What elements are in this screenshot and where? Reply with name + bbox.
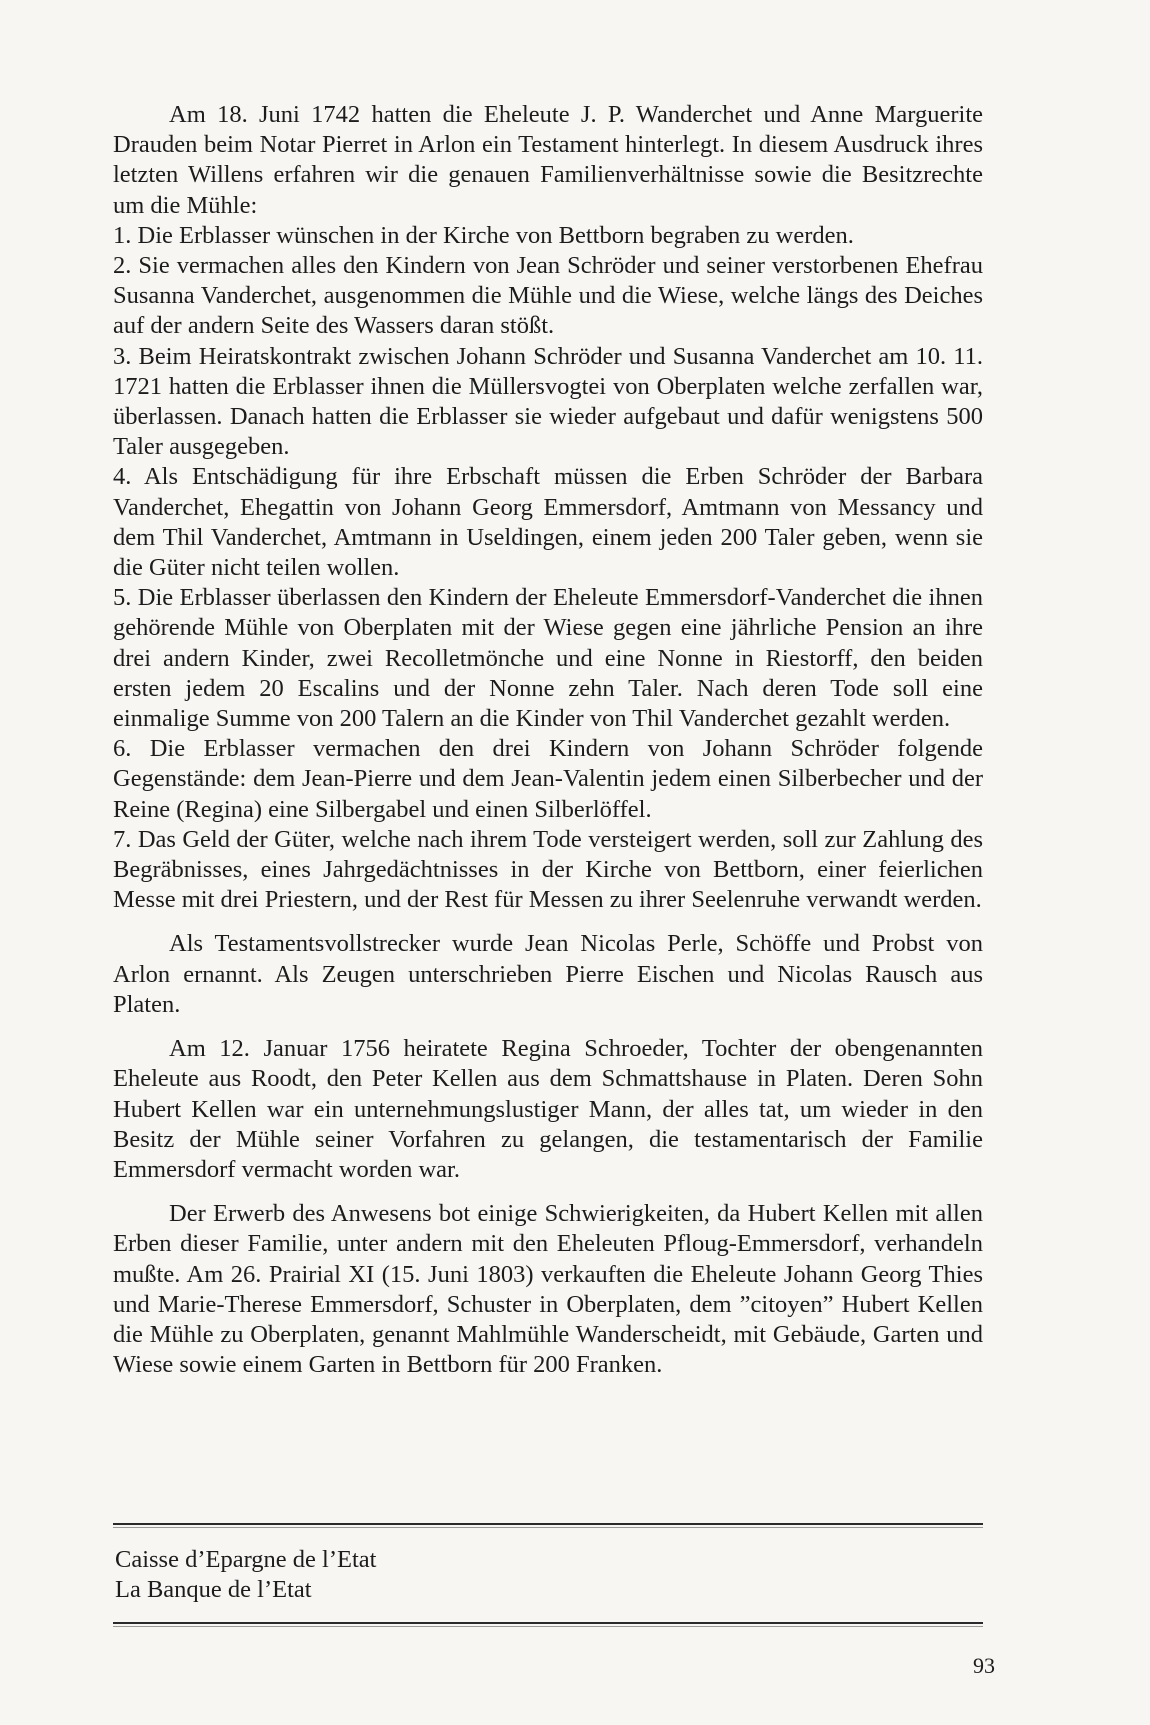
list-item: 5. Die Erblasser überlassen den Kindern der Eheleute Emmersdorf-Vanderchet die ihnen gehörende Mühle von Oberplaten mit der Wiese gegen eine jährliche Pension an ihre drei andern Kinder, zwei Recolletmönche und eine Nonne in Riestorff, den beiden ersten jedem 20 Escalins und der Nonne zehn Taler. Nach deren Tode soll eine einmalige Summe von 200 Talern an die Kinder von Thil Vanderchet gezahlt werden. — [113, 584, 983, 733]
footer-line-1: Caisse d’Epargne de l’Etat — [115, 1546, 377, 1573]
page-number: 93 — [973, 1653, 995, 1678]
marriage-paragraph: Am 12. Januar 1756 heiratete Regina Schroeder, Tochter der obengenannten Eheleute aus Roodt, den Peter Kellen aus dem Schmattshause in Platen. Deren Sohn Hubert Kellen war ein unternehmungslustiger Mann, der alles tat, um wieder in den Besitz der Mühle seiner Vorfahren zu gelangen, die testamentarisch der Familie Emmersdorf vermacht worden war. — [113, 1035, 983, 1183]
main-text — [113, 100, 983, 1380]
list-item: 7. Das Geld der Güter, welche nach ihrem Tode versteigert werden, soll zur Zahlung des Begräbnisses, eines Jahrgedächtnisses in der Kirche von Bettborn, einer feierlichen Messe mit drei Priestern, und der Rest für Messen zu ihrer Seelenruhe verwandt werden. — [113, 825, 983, 914]
footer-sponsor — [115, 1545, 376, 1605]
list-item: 2. Sie vermachen alles den Kindern von Jean Schröder und seiner verstorbenen Ehefrau Susanna Vanderchet, ausgenommen die Mühle und die Wiese, welche längs des Deiches auf der andern Seite des Wassers daran stößt. — [113, 252, 983, 340]
footer-rule-top — [113, 1523, 983, 1525]
list-item: 1. Die Erblasser wünschen in der Kirche von Bettborn begraben zu werden. — [113, 221, 854, 249]
list-item: 6. Die Erblasser vermachen den drei Kindern von Johann Schröder folgende Gegenstände: dem Jean-Pierre und dem Jean-Valentin jedem einen Silberbecher und der Reine (Regina) eine Silbergabel und einen Silberlöffel. — [113, 735, 983, 823]
intro-paragraph: Am 18. Juni 1742 hatten die Eheleute J. P. Wanderchet und Anne Marguerite Drauden beim Notar Pierret in Arlon ein Testament hinterlegt. In diesem Ausdruck ihres letzten Willens erfahren wir die genauen Familienverhältnisse sowie die Besitzrechte um die Mühle: — [113, 101, 983, 219]
list-item: 4. Als Entschädigung für ihre Erbschaft müssen die Erben Schröder der Barbara Vanderchet, Ehegattin von Johann Georg Emmersdorf, Amtmann von Messancy und dem Thil Vanderchet, Amtmann in Useldingen, einem jeden 200 Taler geben, wenn sie die Güter nicht teilen wollen. — [113, 463, 983, 582]
acquisition-paragraph: Der Erwerb des Anwesens bot einige Schwierigkeiten, da Hubert Kellen mit allen Erben dieser Familie, unter andern mit den Eheleuten Pfloug-Emmersdorf, verhandeln mußte. Am 26. Prairial XI (15. Juni 1803) verkauften die Eheleute Johann Georg Thies und Marie-Therese Emmersdorf, Schuster in Oberplaten, dem ”citoyen” Hubert Kellen die Mühle zu Oberplaten, genannt Mahlmühle Wanderscheidt, mit Gebäude, Garten und Wiese sowie einem Garten in Bettborn für 200 Franken. — [113, 1200, 983, 1379]
footer-line-2: La Banque de l’Etat — [115, 1576, 312, 1603]
list-item: 3. Beim Heiratskontrakt zwischen Johann Schröder und Susanna Vanderchet am 10. 11. 1721 hatten die Erblasser ihnen die Müllersvogtei von Oberplaten welche zerfallen war, überlassen. Danach hatten die Erblasser sie wieder aufgebaut und dafür wenigstens 500 Taler ausgegeben. — [113, 342, 983, 461]
footer-rule-bottom — [113, 1622, 983, 1624]
executor-paragraph: Als Testamentsvollstrecker wurde Jean Nicolas Perle, Schöffe und Probst von Arlon ernannt. Als Zeugen unterschrieben Pierre Eischen und Nicolas Rausch aus Platen. — [113, 930, 983, 1018]
